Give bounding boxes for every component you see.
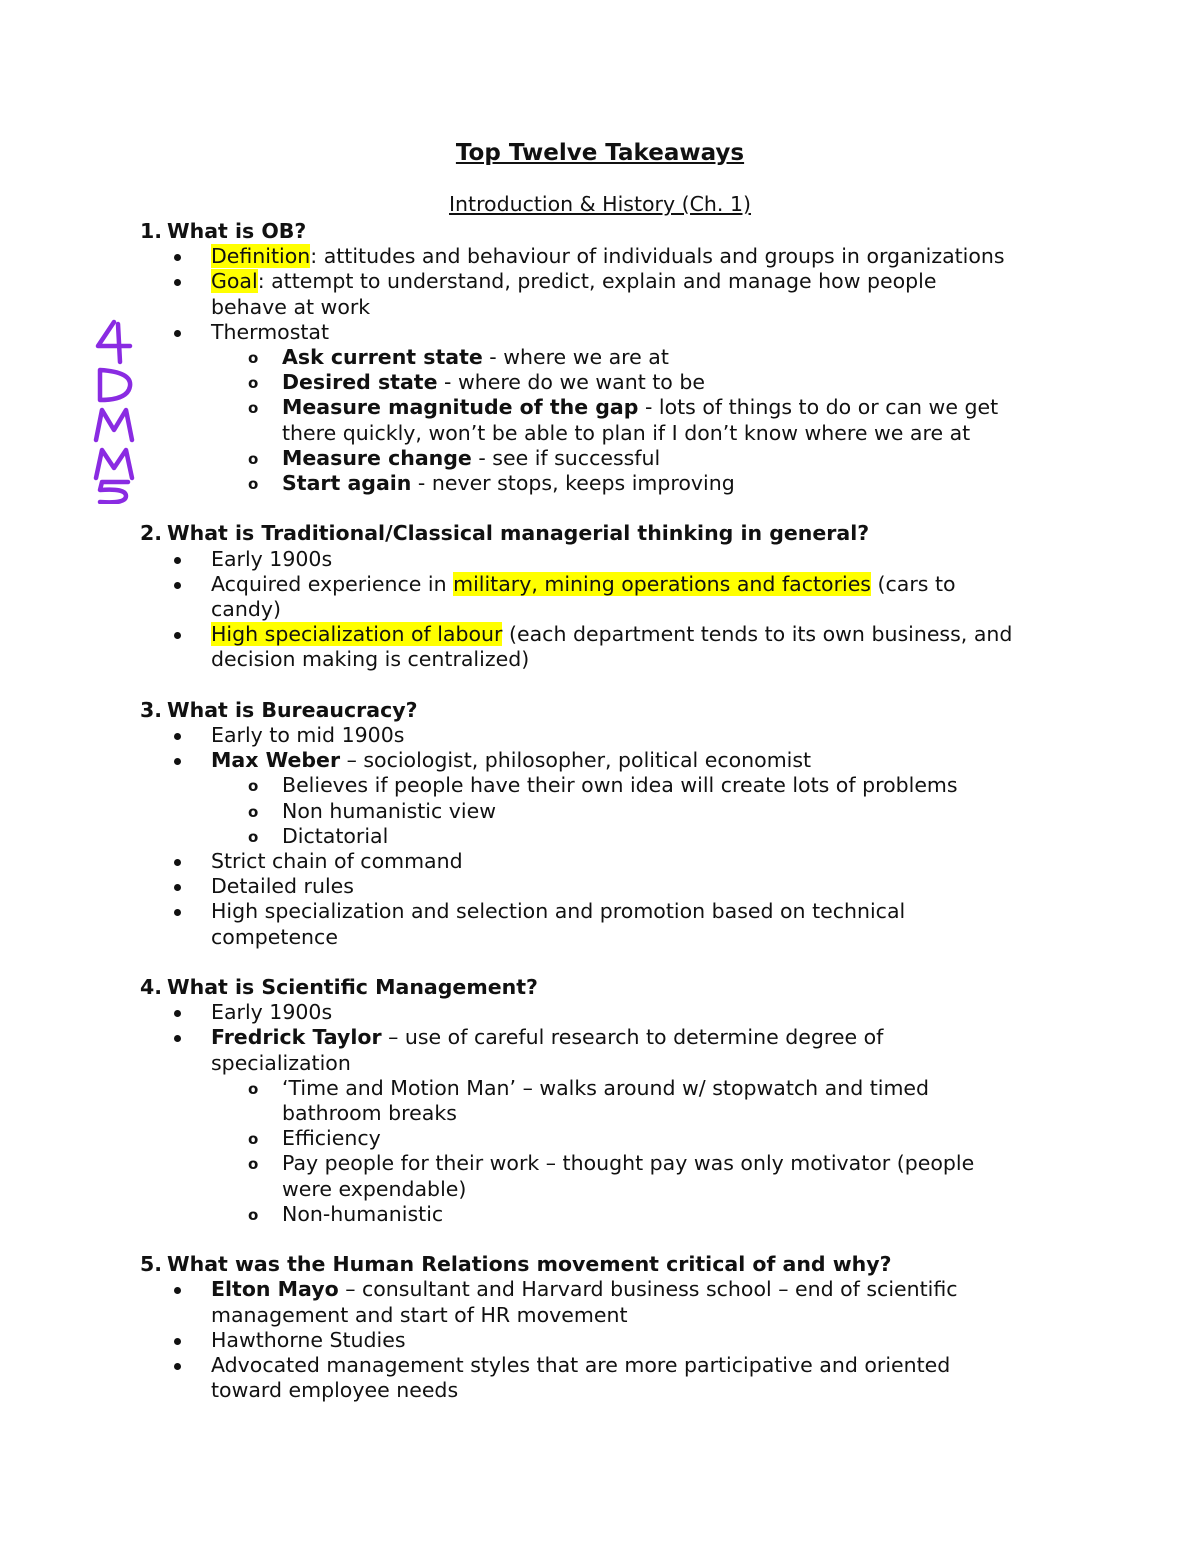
- item-text: Early to mid 1900s: [211, 723, 405, 748]
- item-text: Detailed rules: [211, 874, 354, 899]
- sub-bullet-item: [140, 799, 1070, 824]
- sub-bullet-item: [140, 1202, 1070, 1227]
- item-continuation: competence: [211, 924, 338, 949]
- question-number: 1.: [140, 219, 163, 243]
- page-title: Top Twelve Takeaways: [455, 140, 745, 166]
- bullet-item: [140, 1000, 1070, 1025]
- bullet-item: [140, 572, 1070, 622]
- item-text: – consultant and Harvard business school – end of scientific: [338, 1277, 958, 1302]
- sub-bullet-item: [140, 395, 1070, 445]
- item-continuation: management and start of HR movement: [211, 1302, 628, 1327]
- bullet-icon: [174, 1363, 181, 1370]
- sub-bullet-item: [140, 1151, 1070, 1201]
- question-text: What is Traditional/Classical managerial thinking in general?: [167, 521, 870, 546]
- sub-bullet-item: [140, 824, 1070, 849]
- item-text: High specialization and selection and promotion based on technical: [211, 899, 906, 924]
- sub-bullet-icon: o: [248, 1205, 259, 1224]
- question-number: 2.: [140, 521, 163, 546]
- item-text: : attitudes and behaviour of individuals and groups in organizations: [310, 244, 1005, 269]
- sub-bullet-icon: o: [248, 449, 259, 468]
- sub-bullet-icon: o: [248, 777, 259, 796]
- bold-term: Desired state: [282, 370, 438, 395]
- item-continuation: behave at work: [211, 294, 371, 319]
- question-text: What is OB?: [167, 219, 307, 243]
- sub-bullet-item: [140, 471, 1070, 496]
- bullet-icon: [174, 1035, 181, 1042]
- question-number: 5.: [140, 1252, 163, 1277]
- bullet-icon: [174, 733, 181, 740]
- sub-bullet-icon: o: [248, 399, 259, 418]
- bullet-icon: [174, 884, 181, 891]
- bullet-icon: [174, 758, 181, 765]
- item-text: (cars to: [871, 571, 956, 596]
- highlighted-term: military, mining operations and factories: [453, 571, 871, 596]
- item-text: Non-humanistic: [282, 1201, 444, 1226]
- item-text: – sociologist, philosopher, political economist: [340, 748, 812, 773]
- item-text: Dictatorial: [282, 823, 389, 848]
- bold-term: Fredrick Taylor: [211, 1025, 382, 1050]
- item-text: Strict chain of command: [211, 849, 463, 874]
- item-text: - where do we want to be: [437, 370, 705, 395]
- item-text: Early 1900s: [211, 1000, 333, 1025]
- sub-bullet-icon: o: [248, 374, 259, 393]
- sub-bullet-icon: o: [248, 802, 259, 821]
- sub-bullet-icon: o: [248, 1130, 259, 1149]
- sub-bullet-icon: o: [248, 1155, 259, 1174]
- bullet-icon: [174, 1338, 181, 1345]
- bullet-icon: [174, 909, 181, 916]
- highlighted-term: Goal: [211, 269, 258, 294]
- section-gap: [140, 673, 1070, 698]
- bullet-icon: [174, 557, 181, 564]
- section-question: [140, 698, 1070, 723]
- section-question: [140, 219, 1070, 244]
- item-text: Pay people for their work – thought pay was only motivator (people: [282, 1151, 975, 1176]
- item-text: – use of careful research to determine degree of: [381, 1025, 884, 1050]
- item-continuation: specialization: [211, 1050, 351, 1075]
- bold-term: Max Weber: [211, 748, 341, 773]
- bullet-icon: [174, 279, 181, 286]
- question-text: What is Scientific Management?: [167, 975, 538, 1000]
- sub-bullet-item: [140, 1126, 1070, 1151]
- sub-bullet-item: [140, 773, 1070, 798]
- section-question: [140, 975, 1070, 1000]
- item-text: Acquired experience in: [211, 571, 454, 596]
- bullet-item: [140, 849, 1070, 874]
- takeaways-content: [140, 219, 1070, 1403]
- bold-term: Measure change: [282, 445, 472, 470]
- bold-term: Elton Mayo: [211, 1277, 339, 1302]
- bold-term: Measure magnitude of the gap: [282, 395, 639, 420]
- bold-term: Ask current state: [282, 345, 483, 370]
- bullet-item: [140, 899, 1070, 949]
- sub-bullet-icon: o: [248, 1079, 259, 1098]
- sub-bullet-item: [140, 1076, 1070, 1126]
- sub-bullet-item: [140, 345, 1070, 370]
- sub-bullet-item: [140, 370, 1070, 395]
- item-text: Believes if people have their own idea will create lots of problems: [282, 773, 958, 798]
- item-text: - where we are at: [482, 345, 669, 370]
- section-gap: [140, 950, 1070, 975]
- bold-term: Start again: [282, 471, 412, 496]
- question-number: 4.: [140, 975, 163, 1000]
- item-text: Advocated management styles that are more participative and oriented: [211, 1353, 951, 1378]
- bullet-item: [140, 269, 1070, 319]
- bullet-item: [140, 622, 1070, 672]
- bullet-item: [140, 320, 1070, 345]
- highlighted-term: Definition: [211, 244, 311, 269]
- section-gap: [140, 496, 1070, 521]
- bullet-icon: [174, 632, 181, 639]
- item-continuation: were expendable): [282, 1176, 467, 1201]
- chapter-subtitle: Introduction & History (Ch. 1): [449, 192, 751, 216]
- item-text: Efficiency: [282, 1126, 381, 1151]
- sub-bullet-icon: o: [248, 475, 259, 494]
- bullet-item: [140, 1277, 1070, 1327]
- item-text: (each department tends to its own business, and: [502, 622, 1013, 647]
- item-continuation: bathroom breaks: [282, 1101, 457, 1126]
- item-continuation: there quickly, won’t be able to plan if I don’t know where we are at: [282, 420, 971, 445]
- bullet-item: [140, 244, 1070, 269]
- item-text: Thermostat: [211, 319, 330, 344]
- sub-bullet-item: [140, 446, 1070, 471]
- item-text: Hawthorne Studies: [211, 1327, 406, 1352]
- section-gap: [140, 1227, 1070, 1252]
- bullet-item: [140, 723, 1070, 748]
- item-continuation: decision making is centralized): [211, 647, 530, 672]
- question-number: 3.: [140, 697, 163, 722]
- bullet-icon: [174, 1287, 181, 1294]
- item-text: - lots of things to do or can we get: [638, 395, 999, 420]
- item-text: - never stops, keeps improving: [411, 471, 735, 496]
- sub-bullet-icon: o: [248, 827, 259, 846]
- bullet-item: [140, 547, 1070, 572]
- item-continuation: candy): [211, 597, 281, 622]
- question-text: What is Bureaucracy?: [167, 697, 418, 722]
- bullet-icon: [174, 1010, 181, 1017]
- bullet-item: [140, 874, 1070, 899]
- bullet-item: [140, 1353, 1070, 1403]
- bullet-icon: [174, 859, 181, 866]
- item-text: Early 1900s: [211, 546, 333, 571]
- bullet-icon: [174, 582, 181, 589]
- question-text: What was the Human Relations movement critical of and why?: [167, 1252, 892, 1277]
- bullet-item: [140, 748, 1070, 773]
- item-continuation: toward employee needs: [211, 1378, 459, 1403]
- section-question: [140, 521, 1070, 546]
- bullet-icon: [174, 254, 181, 261]
- item-text: ‘Time and Motion Man’ – walks around w/ stopwatch and timed: [282, 1075, 930, 1100]
- item-text: - see if successful: [471, 445, 661, 470]
- bullet-item: [140, 1328, 1070, 1353]
- item-text: : attempt to understand, predict, explain and manage how people: [257, 269, 937, 294]
- handwritten-admm5-note: [90, 318, 142, 504]
- bullet-icon: [174, 330, 181, 337]
- sub-bullet-icon: o: [248, 349, 259, 368]
- section-question: [140, 1252, 1070, 1277]
- item-text: Non humanistic view: [282, 798, 496, 823]
- highlighted-term: High specialization of labour: [211, 622, 503, 647]
- bullet-item: [140, 1025, 1070, 1075]
